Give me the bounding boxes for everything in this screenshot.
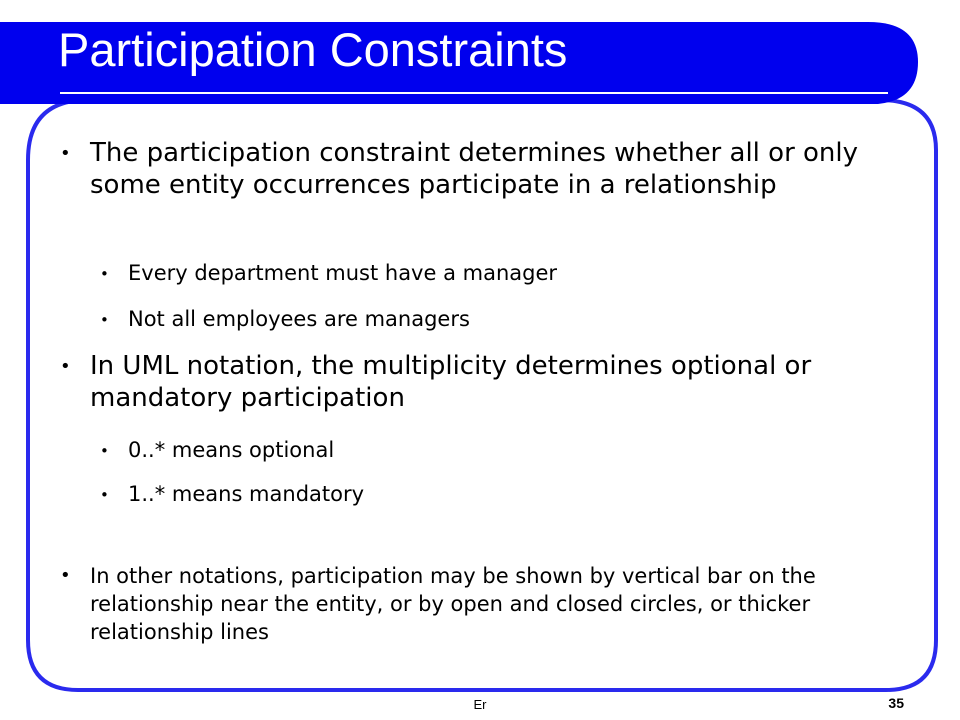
bullet-dot: • — [100, 442, 109, 460]
bullet-2-sub-1 — [100, 437, 908, 463]
bullet-3-text: In other notations, participation may be shown by vertical bar on the relationship near the entity, or by open and closed circles, or thicker relationship lines — [90, 564, 816, 644]
bullet-dot: • — [60, 143, 71, 164]
slide-title: Participation Constraints — [58, 23, 568, 76]
bullet-2-sub-1-text: 0..* means optional — [128, 438, 335, 462]
bullet-1-sub-2-text: Not all employees are managers — [128, 307, 470, 331]
bullet-3 — [60, 562, 910, 646]
bullet-1-text: The participation constraint determines whether all or only some entity occurrences participate in a relationship — [90, 138, 859, 200]
bullet-2 — [60, 350, 910, 414]
page-number: 35 — [888, 695, 904, 711]
bullet-dot: • — [100, 486, 109, 504]
footer-label: Er — [473, 697, 487, 712]
bullet-2-text: In UML notation, the multiplicity determines optional or mandatory participation — [90, 351, 812, 413]
bullet-dot: • — [100, 311, 109, 329]
bullet-2-sub-2-text: 1..* means mandatory — [128, 482, 365, 506]
bullet-1-sub-1-text: Every department must have a manager — [128, 261, 558, 285]
bullet-1 — [60, 137, 910, 201]
bullet-1-sub-1 — [100, 260, 908, 286]
bullet-dot: • — [60, 565, 71, 586]
bullet-2-sub-2 — [100, 481, 908, 507]
bullet-dot: • — [60, 356, 71, 377]
bullet-dot: • — [100, 265, 109, 283]
bullet-1-sub-2 — [100, 306, 908, 332]
